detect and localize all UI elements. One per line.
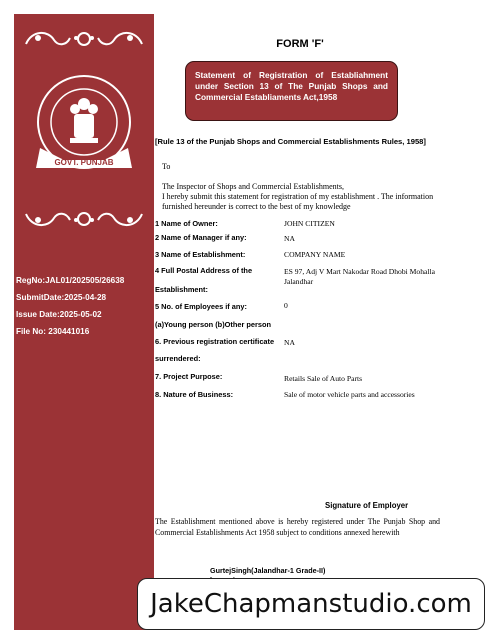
issue-date: Issue Date:2025-05-02 <box>16 310 102 319</box>
young-person-label: (a)Young person (b)Other person <box>155 320 272 329</box>
punjab-emblem-icon <box>34 72 134 182</box>
watermark-banner <box>137 578 485 630</box>
registration-statement: The Establishment mentioned above is hereby registered under The Punjab Shop and Commercial Establishments Act 1958 subject to conditions annexed herewith <box>155 517 440 537</box>
business-value: Sale of motor vehicle parts and accessories <box>284 390 415 399</box>
employees-value: 0 <box>284 301 288 310</box>
inspector-line: The Inspector of Shops and Commercial Establishments, <box>162 182 344 191</box>
emblem-banner: GOVT. PUNJAB <box>54 158 114 167</box>
employees-label: 5 No. of Employees if any: <box>155 302 247 311</box>
owner-label: 1 Name of Owner: <box>155 219 218 228</box>
rule-reference: [Rule 13 of the Punjab Shops and Commercial Establishments Rules, 1958] <box>155 137 426 146</box>
establishment-label: 3 Name of Establishment: <box>155 250 246 259</box>
address-label-continued: Establishment: <box>155 285 208 294</box>
surrendered-label: surrendered: <box>155 354 201 363</box>
address-label: 4 Full Postal Address of the <box>155 266 253 275</box>
previous-certificate-value: NA <box>284 338 295 347</box>
purpose-label: 7. Project Purpose: <box>155 372 223 381</box>
manager-value: NA <box>284 234 295 243</box>
form-title: FORM 'F' <box>276 38 324 50</box>
reg-number: RegNo:JAL01/202505/26638 <box>16 276 125 285</box>
registration-info <box>16 272 152 340</box>
address-value: ES 97, Adj V Mart Nakodar Road Dhobi Mohalla Jalandhar <box>284 267 435 286</box>
inspector-name: GurtejSingh(Jalandhar-1 Grade-II) <box>210 566 326 575</box>
submit-date: SubmitDate:2025-04-28 <box>16 293 107 302</box>
purpose-value: Retails Sale of Auto Parts <box>284 374 363 383</box>
inspector-address <box>162 182 440 212</box>
to-line: To <box>162 162 171 171</box>
establishment-value: COMPANY NAME <box>284 250 346 259</box>
owner-value: JOHN CITIZEN <box>284 219 335 228</box>
business-label: 8. Nature of Business: <box>155 390 234 399</box>
submission-text: I hereby submit this statement for registration of my establishment . The information furnished hereunder is correct to the best of my knowledge <box>162 192 434 211</box>
watermark-text: JakeChapmanstudio.com <box>150 589 472 619</box>
previous-certificate-label: 6. Previous registration certificate <box>155 337 275 346</box>
top-ornament-icon <box>20 26 148 52</box>
employer-signature-label: Signature of Employer <box>325 501 409 510</box>
file-number: File No: 230441016 <box>16 327 90 336</box>
statement-box: Statement of Registration of Establiahment under Section 13 of The Punjab Shops and Commercial Establiaments Act,1958 <box>185 61 398 121</box>
manager-label: 2 Name of Manager if any: <box>155 233 247 242</box>
bottom-ornament-icon <box>20 206 148 232</box>
